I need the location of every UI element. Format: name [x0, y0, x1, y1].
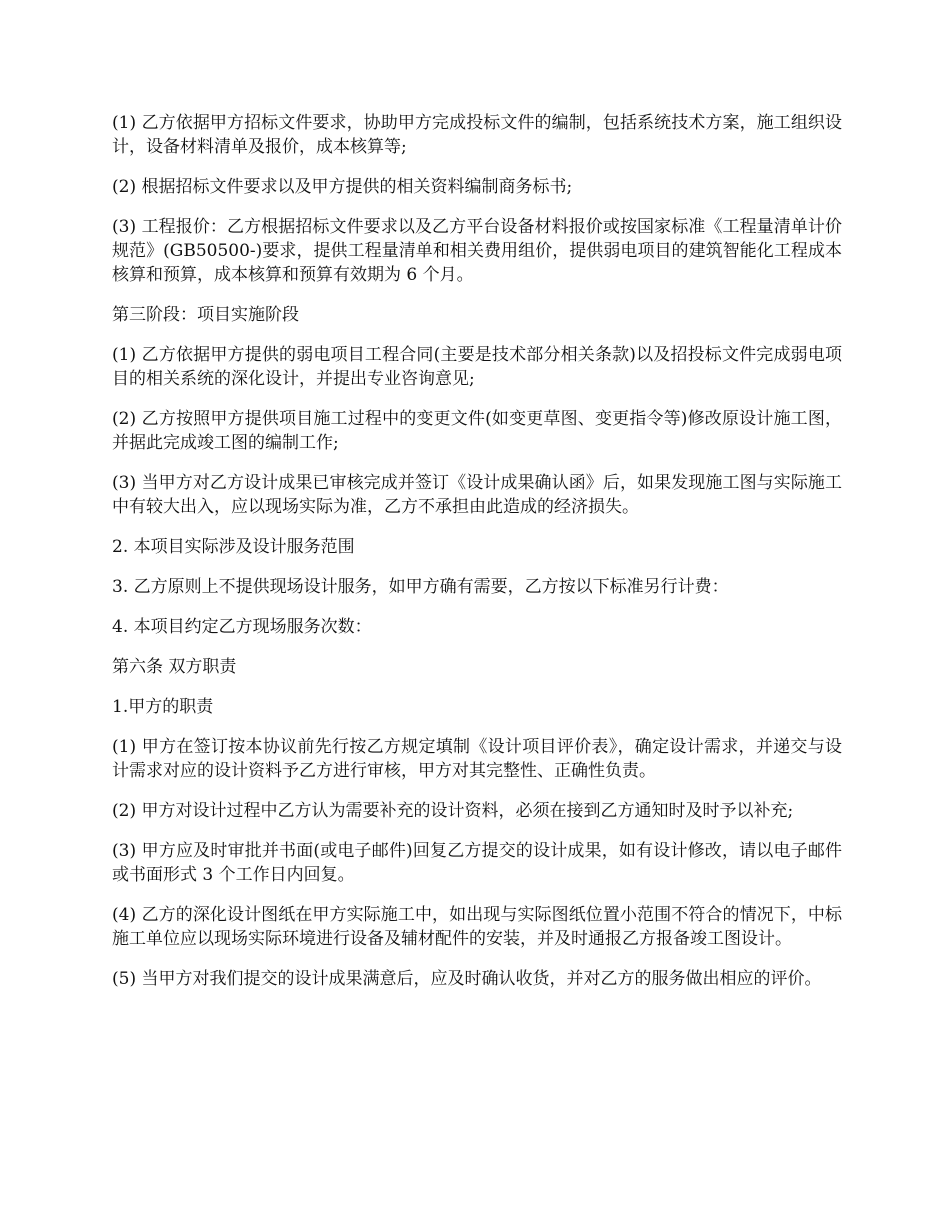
paragraph-item-4: 4. 本项目约定乙方现场服务次数：	[112, 617, 372, 637]
paragraph-bid-2: (2) 根据招标文件要求以及甲方提供的相关资料编制商务标书;	[112, 177, 573, 197]
paragraph-bid-3: (3) 工程报价：乙方根据招标文件要求以及乙方平台设备材料报价或按国家标准《工程量清单计价规范》(GB50500-)要求，提供工程量清单和相关费用组价，提供弱电项目的建筑智能化工程成本核算和预算，成本核算和预算有效期为 6 个月。	[112, 217, 842, 285]
paragraph-item-2: 2. 本项目实际涉及设计服务范围	[112, 537, 355, 557]
paragraph-item-3: 3. 乙方原则上不提供现场设计服务，如甲方确有需要，乙方按以下标准另行计费：	[112, 577, 729, 597]
paragraph-duty-1: (1) 甲方在签订按本协议前先行按乙方规定填制《设计项目评价表》，确定设计需求，并递交与设计需求对应的设计资料予乙方进行审核，甲方对其完整性、正确性负责。	[112, 737, 842, 781]
section-heading-stage-3: 第三阶段：项目实施阶段	[112, 305, 299, 325]
paragraph-bid-1: (1) 乙方依据甲方招标文件要求，协助甲方完成投标文件的编制，包括系统技术方案，施工组织设计，设备材料清单及报价，成本核算等;	[112, 113, 842, 157]
paragraph-impl-2: (2) 乙方按照甲方提供项目施工过程中的变更文件(如变更草图、变更指令等)修改原设计施工图，并据此完成竣工图的编制工作;	[112, 409, 842, 453]
document-body	[112, 111, 842, 1007]
paragraph-duty-5: (5) 当甲方对我们提交的设计成果满意后，应及时确认收货，并对乙方的服务做出相应的评价。	[112, 969, 822, 989]
paragraph-duty-4: (4) 乙方的深化设计图纸在甲方实际施工中，如出现与实际图纸位置小范围不符合的情况下，中标施工单位应以现场实际环境进行设备及辅材配件的安装，并及时通报乙方报备竣工图设计。	[112, 905, 842, 949]
paragraph-duty-3: (3) 甲方应及时审批并书面(或电子邮件)回复乙方提交的设计成果，如有设计修改，请以电子邮件或书面形式 3 个工作日内回复。	[112, 841, 842, 885]
section-heading-article-6: 第六条 双方职责	[112, 657, 237, 677]
paragraph-impl-3: (3) 当甲方对乙方设计成果已审核完成并签订《设计成果确认函》后，如果发现施工图与实际施工中有较大出入，应以现场实际为准，乙方不承担由此造成的经济损失。	[112, 473, 842, 517]
subsection-heading-party-a: 1.甲方的职责	[112, 697, 214, 717]
paragraph-duty-2: (2) 甲方对设计过程中乙方认为需要补充的设计资料，必须在接到乙方通知时及时予以补充;	[112, 801, 794, 821]
paragraph-impl-1: (1) 乙方依据甲方提供的弱电项目工程合同(主要是技术部分相关条款)以及招投标文件完成弱电项目的相关系统的深化设计，并提出专业咨询意见;	[112, 345, 842, 389]
